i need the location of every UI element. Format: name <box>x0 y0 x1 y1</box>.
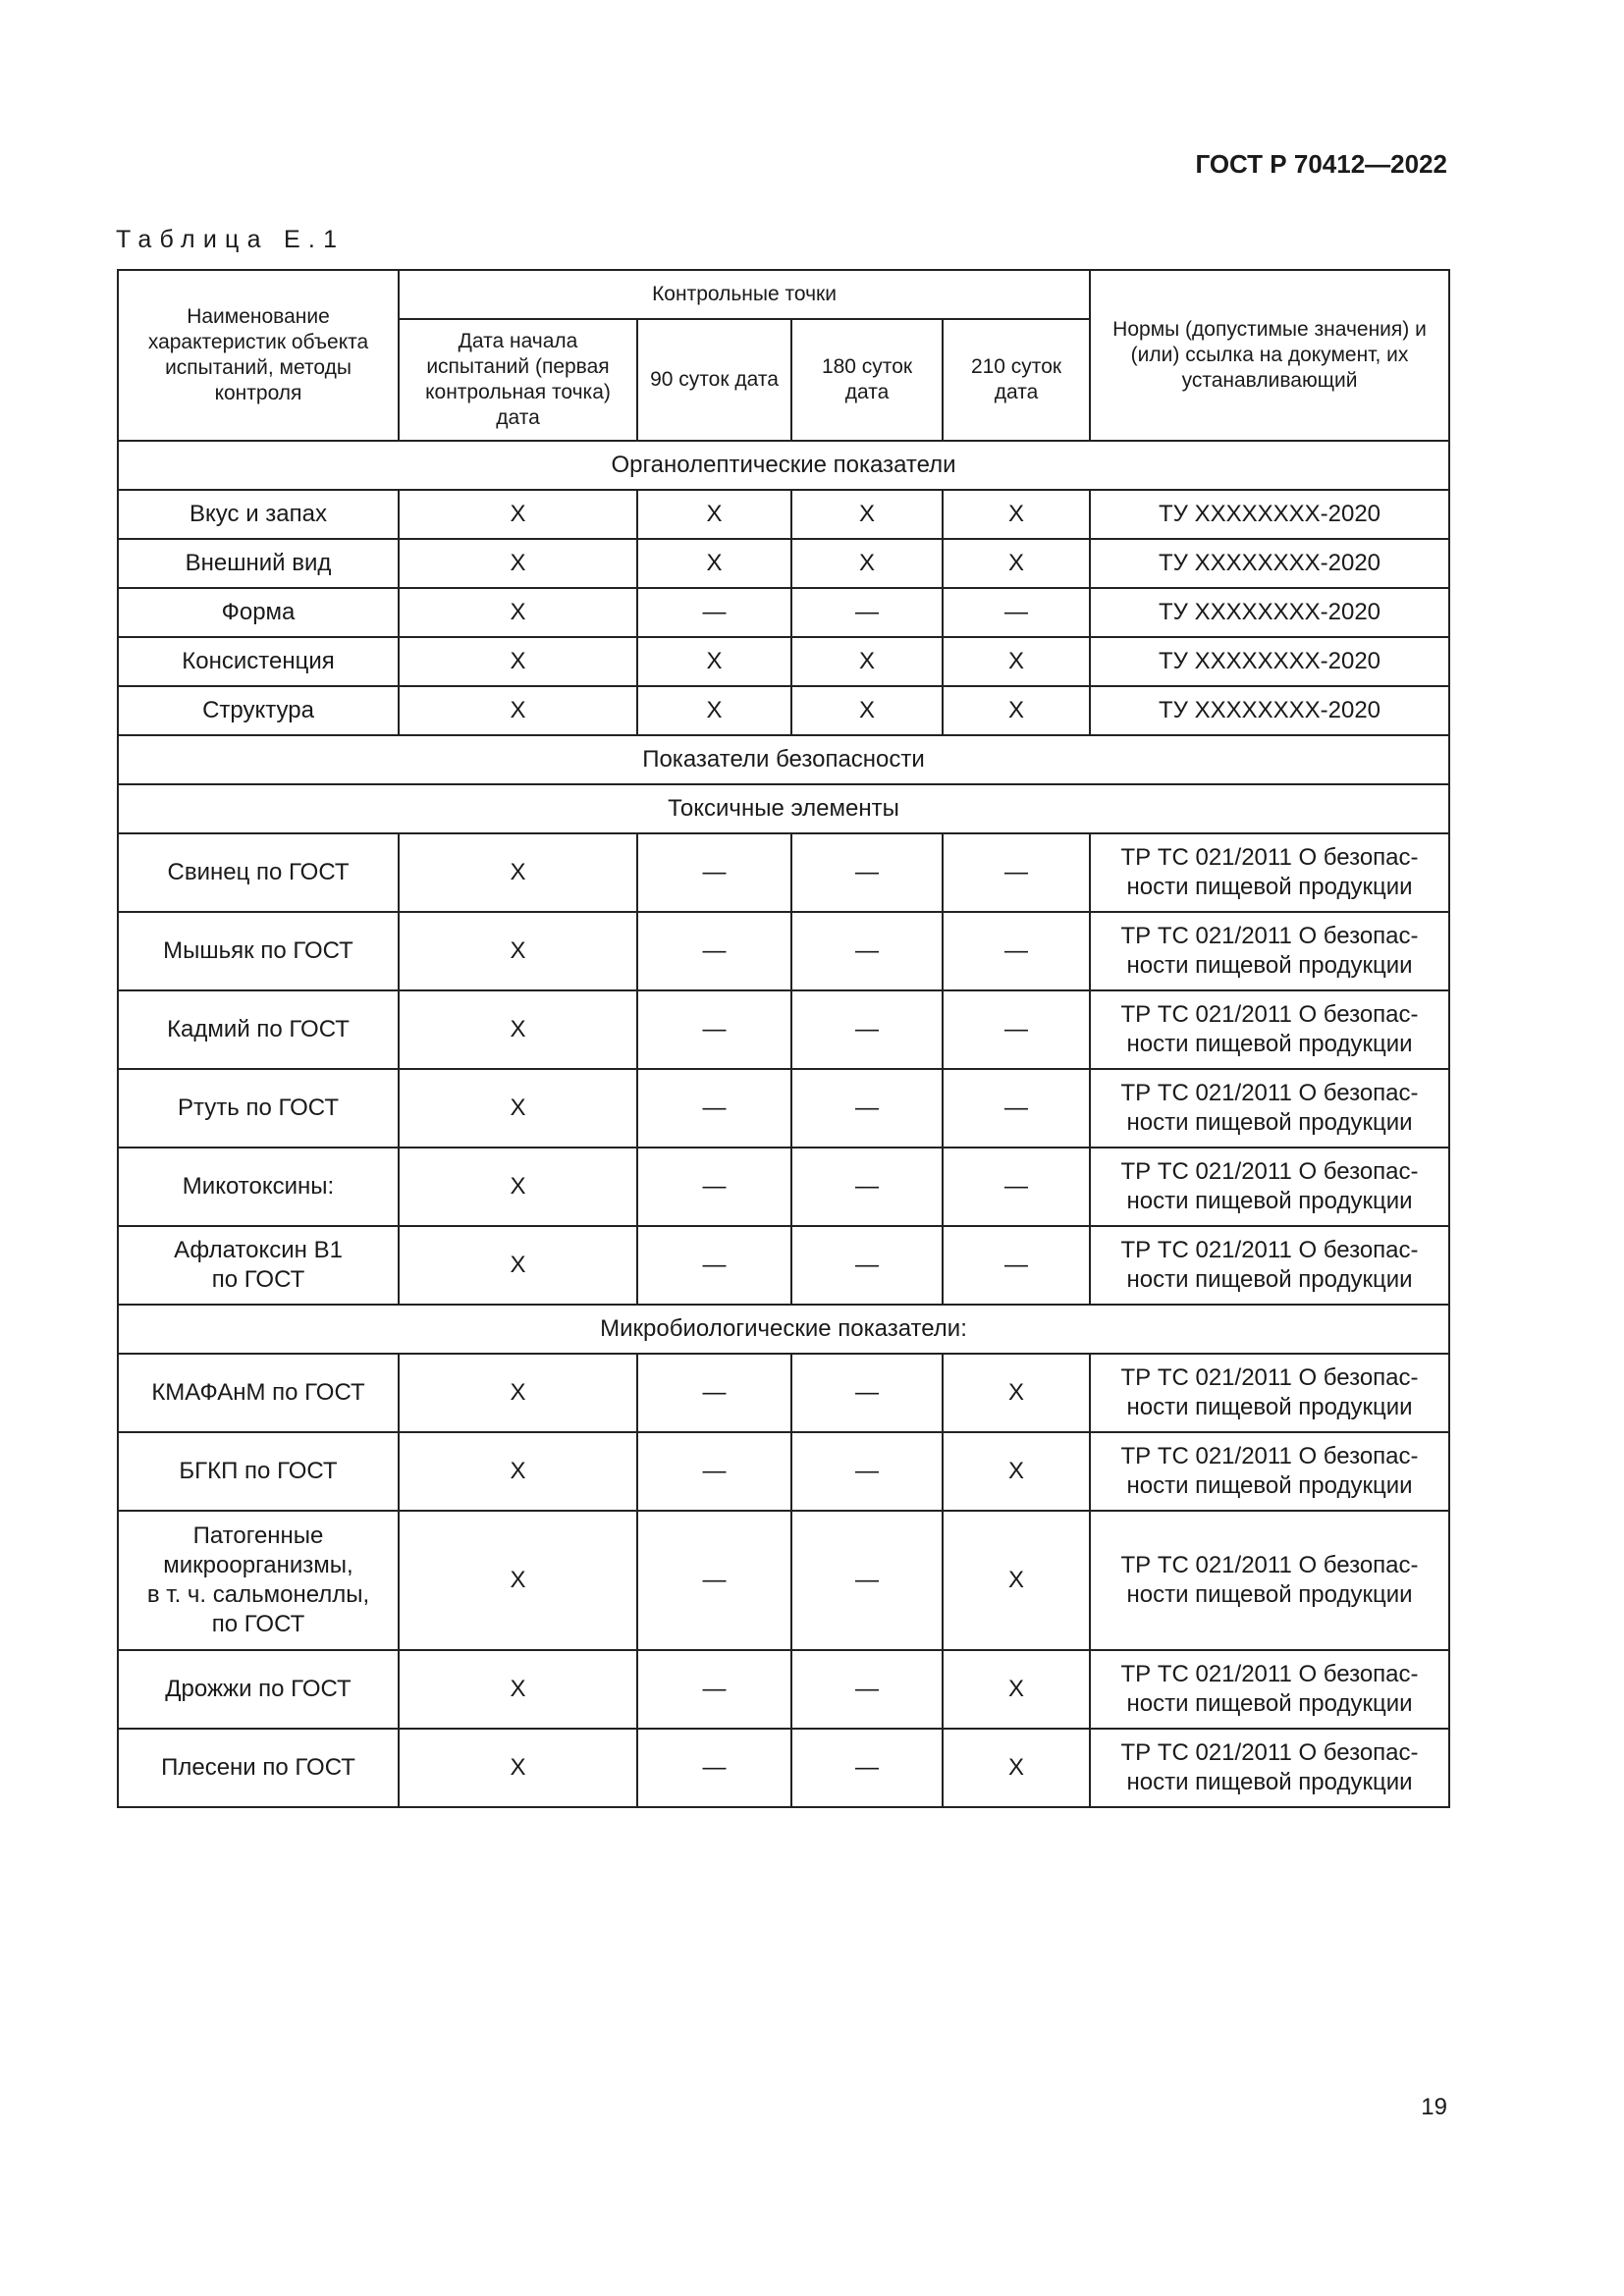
cell-norm <box>1090 1650 1449 1729</box>
cell-cp4: — <box>943 1148 1090 1226</box>
document-code: ГОСТ Р 70412—2022 <box>1195 149 1447 179</box>
norm-line: ности пищевой продукции <box>1126 1394 1413 1420</box>
cell-cp2: — <box>637 1148 791 1226</box>
name-line: Патогенные <box>192 1522 324 1549</box>
column-header-cp3: 180 суток дата <box>791 319 943 441</box>
table-row <box>118 539 1449 588</box>
cell-cp1: Х <box>399 1226 637 1305</box>
specification-table <box>117 269 1450 1808</box>
section-label: Показатели безопасности <box>118 735 1449 784</box>
row-name: Мышьяк по ГОСТ <box>118 912 399 990</box>
cell-norm <box>1090 1069 1449 1148</box>
section-row <box>118 784 1449 833</box>
norm-line: ности пищевой продукции <box>1126 1031 1413 1057</box>
table-caption: Таблица Е.1 <box>116 226 346 253</box>
table-row <box>118 1650 1449 1729</box>
norm-line: ности пищевой продукции <box>1126 1690 1413 1717</box>
table-row <box>118 1148 1449 1226</box>
cell-norm <box>1090 1432 1449 1511</box>
column-header-control-points: Контрольные точки <box>399 270 1090 319</box>
norm-line: ности пищевой продукции <box>1126 1188 1413 1214</box>
cell-cp3: — <box>791 1069 943 1148</box>
cell-cp1: Х <box>399 1650 637 1729</box>
norm-line: ТР ТС 021/2011 О безопас- <box>1120 1001 1419 1028</box>
row-name: КМАФАнМ по ГОСТ <box>118 1354 399 1432</box>
cell-norm <box>1090 1354 1449 1432</box>
cell-cp4: Х <box>943 539 1090 588</box>
table-row <box>118 1354 1449 1432</box>
norm-line: ТР ТС 021/2011 О безопас- <box>1120 1080 1419 1106</box>
cell-cp4: — <box>943 990 1090 1069</box>
cell-cp4: Х <box>943 1432 1090 1511</box>
table-row <box>118 686 1449 735</box>
row-name: Структура <box>118 686 399 735</box>
section-row <box>118 1305 1449 1354</box>
cell-cp1: Х <box>399 539 637 588</box>
cell-cp1: Х <box>399 990 637 1069</box>
table-row <box>118 637 1449 686</box>
row-name: Форма <box>118 588 399 637</box>
norm-line: ТР ТС 021/2011 О безопас- <box>1120 1552 1419 1578</box>
row-name <box>118 1511 399 1650</box>
cell-cp2: — <box>637 1069 791 1148</box>
cell-cp3: Х <box>791 637 943 686</box>
row-name: Ртуть по ГОСТ <box>118 1069 399 1148</box>
cell-norm <box>1090 833 1449 912</box>
cell-cp4: Х <box>943 1729 1090 1807</box>
cell-norm: ТУ ХХХХХХХХ-2020 <box>1090 490 1449 539</box>
cell-norm: ТУ ХХХХХХХХ-2020 <box>1090 588 1449 637</box>
column-header-name: Наименование характеристик объекта испытаний, методы контроля <box>118 270 399 441</box>
row-name: Консистенция <box>118 637 399 686</box>
name-line: по ГОСТ <box>211 1266 305 1293</box>
cell-cp4: — <box>943 588 1090 637</box>
section-row <box>118 735 1449 784</box>
row-name: Внешний вид <box>118 539 399 588</box>
cell-cp2: — <box>637 912 791 990</box>
cell-cp2: — <box>637 1226 791 1305</box>
cell-norm <box>1090 1148 1449 1226</box>
norm-line: ности пищевой продукции <box>1126 952 1413 979</box>
cell-cp4: — <box>943 912 1090 990</box>
column-header-cp4: 210 суток дата <box>943 319 1090 441</box>
cell-cp1: Х <box>399 1148 637 1226</box>
row-name: Вкус и запах <box>118 490 399 539</box>
table-row <box>118 1729 1449 1807</box>
section-label: Токсичные элементы <box>118 784 1449 833</box>
cell-cp2: — <box>637 1511 791 1650</box>
cell-cp3: — <box>791 1511 943 1650</box>
cell-cp2: Х <box>637 637 791 686</box>
section-label: Органолептические показатели <box>118 441 1449 490</box>
norm-line: ности пищевой продукции <box>1126 1769 1413 1795</box>
cell-norm <box>1090 990 1449 1069</box>
cell-cp2: — <box>637 1432 791 1511</box>
norm-line: ТР ТС 021/2011 О безопас- <box>1120 1237 1419 1263</box>
cell-cp3: — <box>791 588 943 637</box>
cell-cp1: Х <box>399 686 637 735</box>
cell-cp1: Х <box>399 912 637 990</box>
cell-cp3: — <box>791 912 943 990</box>
cell-cp4: — <box>943 833 1090 912</box>
cell-norm: ТУ ХХХХХХХХ-2020 <box>1090 539 1449 588</box>
column-header-cp2: 90 суток дата <box>637 319 791 441</box>
page-number: 19 <box>1421 2094 1447 2120</box>
row-name: БГКП по ГОСТ <box>118 1432 399 1511</box>
norm-line: ТР ТС 021/2011 О безопас- <box>1120 1739 1419 1766</box>
norm-line: ТР ТС 021/2011 О безопас- <box>1120 923 1419 949</box>
cell-cp3: — <box>791 1650 943 1729</box>
cell-cp2: — <box>637 1354 791 1432</box>
cell-cp3: — <box>791 1432 943 1511</box>
cell-norm: ТУ ХХХХХХХХ-2020 <box>1090 686 1449 735</box>
table-row <box>118 833 1449 912</box>
cell-cp3: Х <box>791 490 943 539</box>
cell-cp2: — <box>637 588 791 637</box>
table-row <box>118 912 1449 990</box>
name-line: Афлатоксин В1 <box>174 1237 343 1263</box>
norm-line: ности пищевой продукции <box>1126 1581 1413 1608</box>
cell-cp1: Х <box>399 1432 637 1511</box>
cell-cp4: — <box>943 1069 1090 1148</box>
cell-cp1: Х <box>399 833 637 912</box>
table-row <box>118 1226 1449 1305</box>
norm-line: ности пищевой продукции <box>1126 1109 1413 1136</box>
cell-cp4: Х <box>943 686 1090 735</box>
cell-cp3: — <box>791 1729 943 1807</box>
cell-norm: ТУ ХХХХХХХХ-2020 <box>1090 637 1449 686</box>
table-row <box>118 1069 1449 1148</box>
cell-cp3: — <box>791 1226 943 1305</box>
cell-cp4: Х <box>943 1511 1090 1650</box>
cell-cp3: — <box>791 990 943 1069</box>
column-header-norms: Нормы (допустимые значения) и (или) ссылка на документ, их устанавливающий <box>1090 270 1449 441</box>
cell-cp3: — <box>791 833 943 912</box>
section-label: Микробиологические показатели: <box>118 1305 1449 1354</box>
section-row <box>118 441 1449 490</box>
column-header-cp1: Дата начала испытаний (первая контрольная точка) дата <box>399 319 637 441</box>
cell-cp1: Х <box>399 1069 637 1148</box>
cell-cp2: — <box>637 1650 791 1729</box>
cell-cp2: Х <box>637 539 791 588</box>
row-name: Дрожжи по ГОСТ <box>118 1650 399 1729</box>
cell-cp2: Х <box>637 686 791 735</box>
cell-cp4: Х <box>943 490 1090 539</box>
cell-cp4: Х <box>943 1354 1090 1432</box>
table-row <box>118 490 1449 539</box>
row-name <box>118 1226 399 1305</box>
row-name: Свинец по ГОСТ <box>118 833 399 912</box>
cell-norm <box>1090 912 1449 990</box>
norm-line: ности пищевой продукции <box>1126 1472 1413 1499</box>
table-row <box>118 990 1449 1069</box>
cell-cp4: Х <box>943 637 1090 686</box>
cell-cp3: — <box>791 1354 943 1432</box>
row-name: Кадмий по ГОСТ <box>118 990 399 1069</box>
cell-cp3: Х <box>791 539 943 588</box>
cell-norm <box>1090 1226 1449 1305</box>
norm-line: ТР ТС 021/2011 О безопас- <box>1120 1364 1419 1391</box>
cell-cp3: Х <box>791 686 943 735</box>
table-row <box>118 588 1449 637</box>
table-row <box>118 1432 1449 1511</box>
cell-cp4: — <box>943 1226 1090 1305</box>
cell-cp1: Х <box>399 588 637 637</box>
norm-line: ТР ТС 021/2011 О безопас- <box>1120 1443 1419 1469</box>
cell-cp3: — <box>791 1148 943 1226</box>
table-row <box>118 1511 1449 1650</box>
cell-cp2: Х <box>637 490 791 539</box>
cell-cp1: Х <box>399 1511 637 1650</box>
cell-cp2: — <box>637 990 791 1069</box>
cell-cp1: Х <box>399 1354 637 1432</box>
norm-line: ТР ТС 021/2011 О безопас- <box>1120 1158 1419 1185</box>
name-line: в т. ч. сальмонеллы, <box>146 1581 370 1608</box>
cell-cp1: Х <box>399 637 637 686</box>
row-name: Микотоксины: <box>118 1148 399 1226</box>
name-line: по ГОСТ <box>211 1611 305 1637</box>
cell-cp2: — <box>637 833 791 912</box>
cell-cp2: — <box>637 1729 791 1807</box>
cell-cp1: Х <box>399 490 637 539</box>
norm-line: ТР ТС 021/2011 О безопас- <box>1120 1661 1419 1687</box>
cell-norm <box>1090 1511 1449 1650</box>
cell-norm <box>1090 1729 1449 1807</box>
cell-cp4: Х <box>943 1650 1090 1729</box>
name-line: микроорганизмы, <box>163 1552 353 1578</box>
norm-line: ности пищевой продукции <box>1126 874 1413 900</box>
row-name: Плесени по ГОСТ <box>118 1729 399 1807</box>
cell-cp1: Х <box>399 1729 637 1807</box>
norm-line: ТР ТС 021/2011 О безопас- <box>1120 844 1419 871</box>
norm-line: ности пищевой продукции <box>1126 1266 1413 1293</box>
